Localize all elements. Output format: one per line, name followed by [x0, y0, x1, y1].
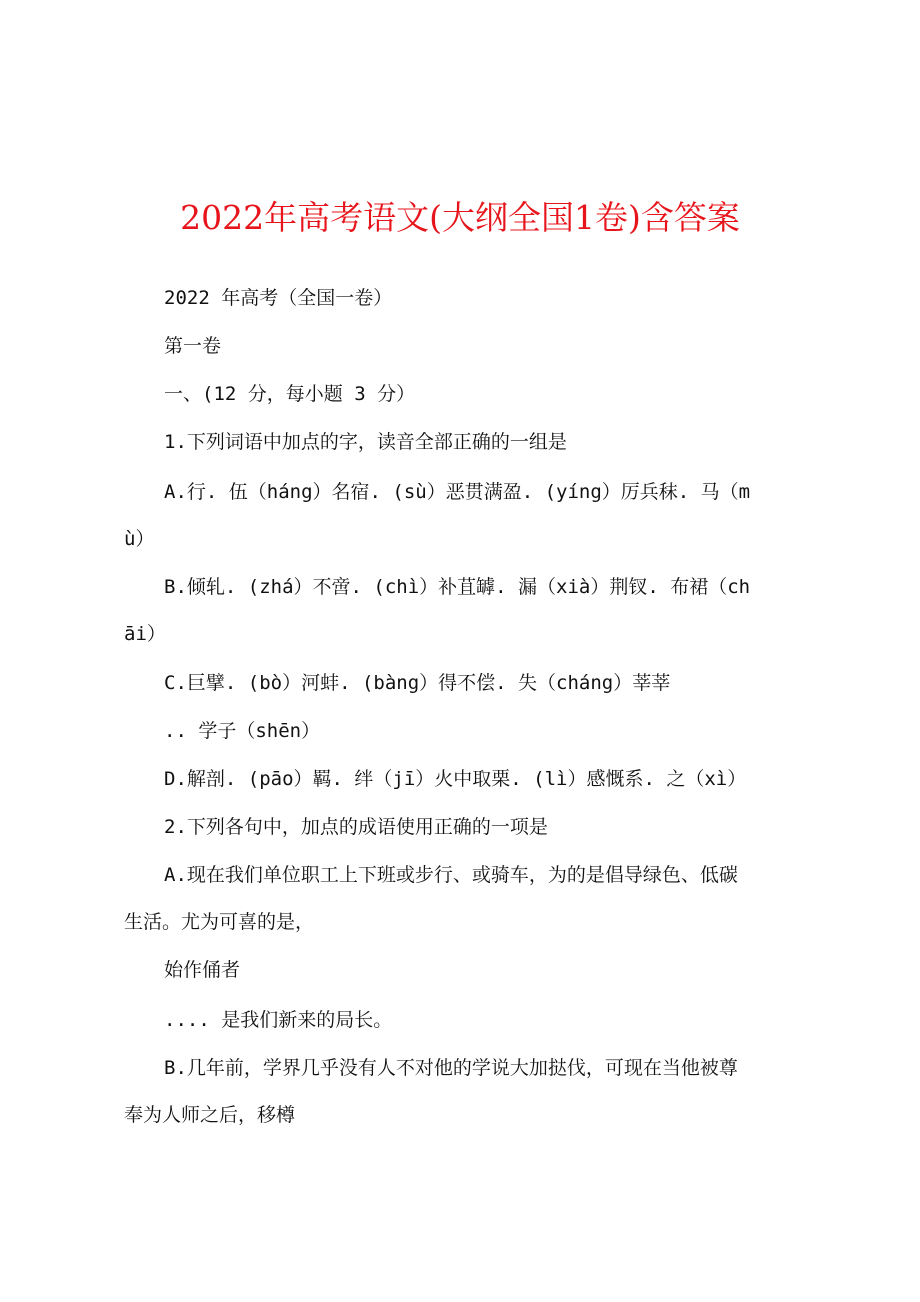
q2-option-a-line-1: A.现在我们单位职工上下班或步行、或骑车，为的是倡导绿色、低碳: [164, 864, 738, 886]
q2-option-a-line-3: 始作俑者: [164, 959, 241, 981]
q2-option-a-line-2: 生活。尤为可喜的是，: [124, 911, 315, 933]
option-b-line-2: āi）: [124, 623, 166, 645]
section-heading: 一、(12 分，每小题 3 分）: [164, 383, 416, 405]
q2-option-a-line-4: .... 是我们新来的局长。: [164, 1009, 393, 1031]
volume-heading: 第一卷: [164, 335, 222, 357]
question-2: 2.下列各句中，加点的成语使用正确的一项是: [164, 816, 548, 838]
option-a-line-2: ù）: [124, 528, 155, 550]
question-1: 1.下列词语中加点的字，读音全部正确的一组是: [164, 431, 567, 453]
option-c-line-1: C.巨擘. (bò）河蚌. (bàng）得不偿. 失（cháng）莘莘: [164, 672, 671, 694]
option-d: D.解剖. (pāo）羁. 绊（jī）火中取栗. (lì）感慨系. 之（xì）: [164, 768, 747, 790]
document-title: 2022年高考语文(大纲全国1卷)含答案: [180, 198, 740, 237]
option-b-line-1: B.倾轧. (zhá）不啻. (chì）补苴罅. 漏（xià）荆钗. 布裙（ch: [164, 576, 751, 598]
option-a-line-1: A.行. 伍（háng）名宿. (sù）恶贯满盈. (yíng）厉兵秣. 马（m: [164, 481, 751, 503]
exam-subtitle: 2022 年高考（全国一卷）: [164, 287, 393, 309]
option-c-line-2: .. 学子（shēn）: [164, 720, 321, 742]
q2-option-b-line-1: B.几年前，学界几乎没有人不对他的学说大加挞伐，可现在当他被尊: [164, 1057, 738, 1079]
q2-option-b-line-2: 奉为人师之后，移樽: [124, 1104, 296, 1126]
